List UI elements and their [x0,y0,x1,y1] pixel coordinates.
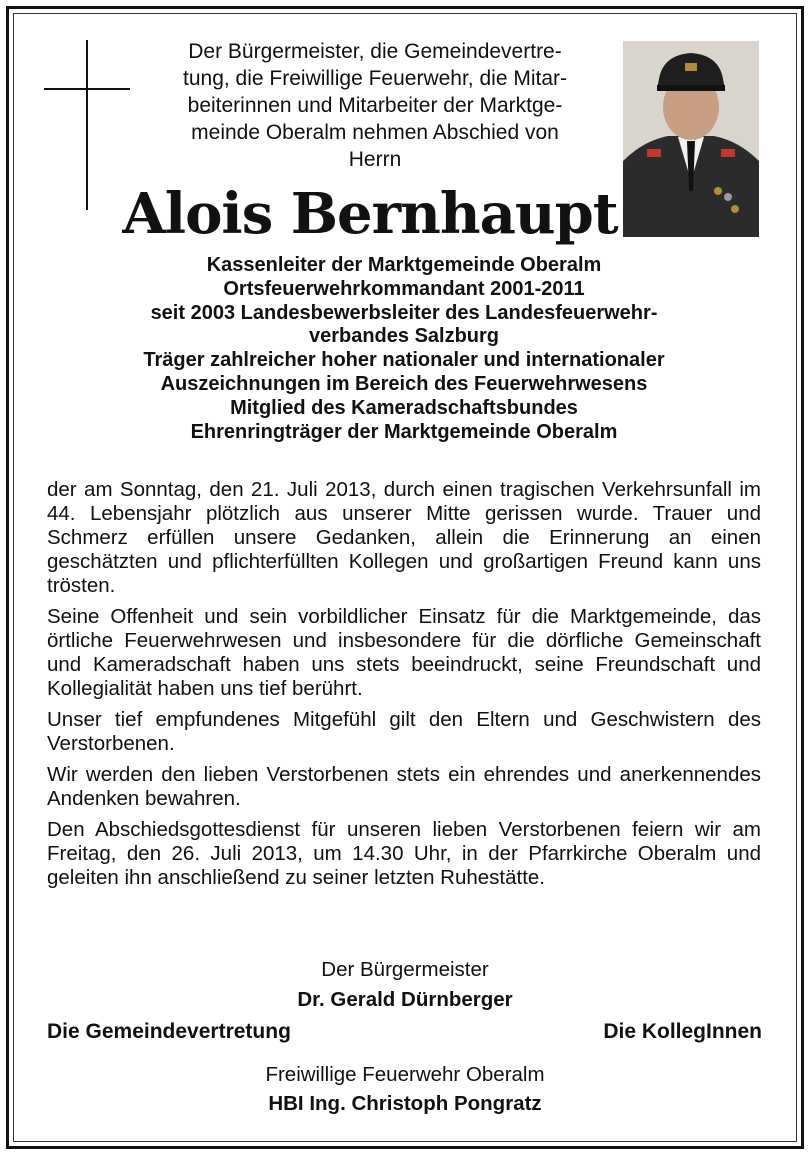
title-line: seit 2003 Landesbewerbsleiter des Landesfeuerwehr- [150,301,658,324]
portrait-photo [623,41,759,237]
portrait-illustration [623,41,759,237]
fire-chief: HBI Ing. Christoph Pongratz [268,1092,542,1115]
body-paragraph: der am Sonntag, den 21. Juli 2013, durch einen tragischen Verkehrsunfall im 44. Lebensjahr plötzlich aus unserer Mitte gerissen wurde. Trauer und Schmerz erfüllen unsere Gedanken, allein die Erinnerung an einen geschätzten und pflichterfüllten Kollegen und großartigen Freund kann uns trösten. [47,478,761,597]
intro-line: Herrn [348,148,402,171]
intro-line: beiterinnen und Mitarbeiter der Marktge- [187,94,563,117]
title-line: Kassenleiter der Marktgemeinde Oberalm [206,254,602,276]
intro-line: Der Bürgermeister, die Gemeindevertre- [188,40,562,63]
body-paragraph: Seine Offenheit und sein vorbildlicher Einsatz für die Marktgemeinde, das örtliche Feuerwehrwesen und insbesondere für die dörfliche Gemeinschaft und Kameradschaft haben uns stets beeindruckt, seine Freundschaft und Kollegialität haben uns tief berührt. [47,605,761,700]
signature-colleagues: Die KollegInnen [603,1020,762,1043]
body-paragraph: Unser tief empfundenes Mitgefühl gilt den Eltern und Geschwistern des Verstorbenen. [47,708,761,755]
intro-text [140,38,610,173]
body-paragraph: Den Abschiedsgottesdienst für unseren lieben Verstorbenen feiern wir am Freitag, den 26. Juli 2013, um 14.30 Uhr, in der Pfarrkirche Oberalm und geleiten ihn anschließend zu seiner letzten Ruhestätte. [47,818,761,889]
title-line: Ehrenringträger der Marktgemeinde Oberalm [190,420,618,443]
title-line: Auszeichnungen im Bereich des Feuerwehrwesens [160,372,648,395]
title-line: Träger zahlreicher hoher nationaler und internationaler [143,349,665,372]
cross-icon-horizontal [44,88,130,90]
mayor-name: Dr. Gerald Dürnberger [297,988,513,1011]
deceased-name: Alois Bernhaupt [122,181,618,247]
fire-department: Freiwillige Feuerwehr Oberalm [265,1063,545,1086]
body-paragraph: Wir werden den lieben Verstorbenen stets ein ehrendes und anerkennendes Andenken bewahren. [47,763,761,810]
cross-icon-vertical [86,40,88,210]
mayor-role: Der Bürgermeister [321,958,489,981]
body-text [47,478,761,897]
title-line: verbandes Salzburg [308,325,500,348]
title-line: Mitglied des Kameradschaftsbundes [230,396,578,419]
intro-line: tung, die Freiwillige Feuerwehr, die Mitar- [183,67,567,90]
intro-line: meinde Oberalm nehmen Abschied von [191,121,559,144]
titles-block [44,254,764,444]
signature-council: Die Gemeindevertretung [47,1020,291,1043]
title-line: Ortsfeuerwehrkommandant 2001-2011 [223,277,585,300]
